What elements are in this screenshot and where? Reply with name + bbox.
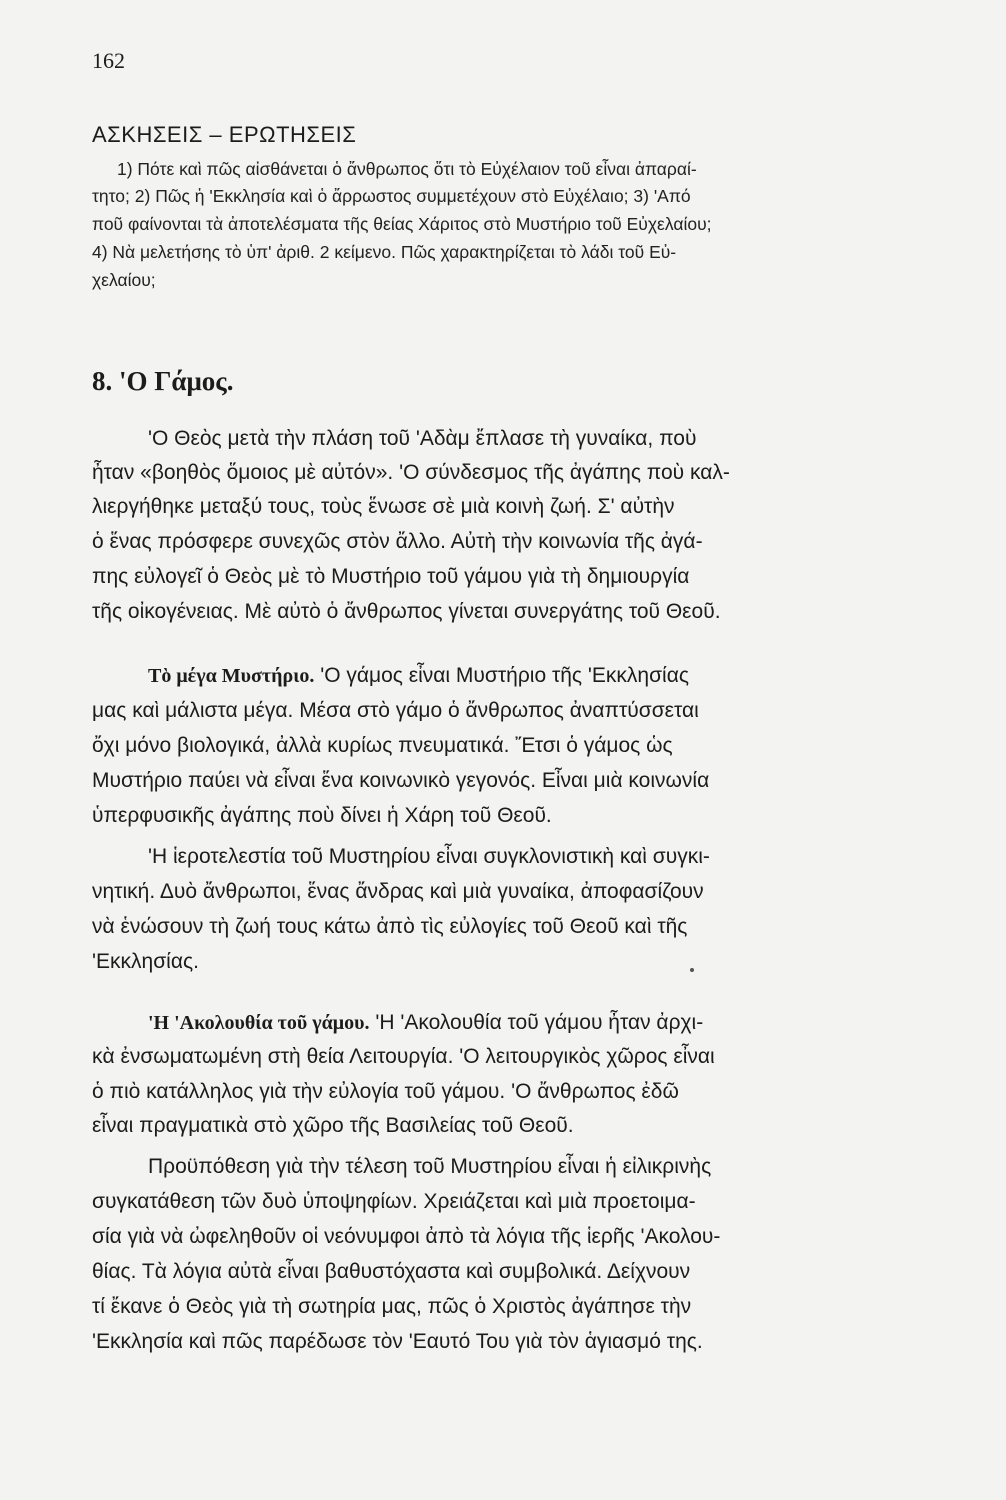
- mystery-subheading: Τὸ μέγα Μυστήριο.: [148, 665, 315, 687]
- akolouthia-subheading: 'Η 'Ακολουθία τοῦ γάμου.: [148, 1012, 370, 1034]
- paragraph-line: λιεργήθηκε μεταξύ τους, τοὺς ἕνωσε σὲ μιὰ κοινὴ ζωή. Σ' αὐτὴν: [92, 495, 675, 518]
- paragraph-line: [148, 664, 689, 688]
- paragraph-line: εἶναι πραγματικὰ στὸ χῶρο τῆς Βασιλείας τοῦ Θεοῦ.: [92, 1114, 574, 1137]
- exercise-line: 4) Νὰ μελετήσης τὸ ὑπ' ἀριθ. 2 κείμενο. Πῶς χαρακτηρίζεται τὸ λάδι τοῦ Εὐ-: [92, 242, 677, 262]
- paragraph-line: 'Ο Θεὸς μετὰ τὴν πλάση τοῦ 'Αδὰμ ἔπλασε τὴ γυναίκα, ποὺ: [148, 427, 697, 450]
- paragraph-line: Μυστήριο παύει νὰ εἶναι ἕνα κοινωνικὸ γεγονός. Εἶναι μιὰ κοινωνία: [92, 769, 710, 792]
- paragraph-line: πης εὐλογεῖ ὁ Θεὸς μὲ τὸ Μυστήριο τοῦ γάμου γιὰ τὴ δημιουργία: [92, 565, 690, 588]
- paragraph-line: ὁ πιὸ κατάλληλος γιὰ τὴν εὐλογία τοῦ γάμου. 'Ο ἄνθρωπος ἐδῶ: [92, 1080, 679, 1103]
- paragraph-line: θίας. Τὰ λόγια αὐτὰ εἶναι βαθυστόχαστα καὶ συμβολικά. Δείχνουν: [92, 1260, 691, 1283]
- paragraph-line: [148, 1011, 703, 1035]
- exercise-line: 1) Πότε καὶ πῶς αἰσθάνεται ὁ ἄνθρωπος ὅτι τὸ Εὐχέλαιον τοῦ εἶναι ἀπαραί-: [117, 159, 697, 179]
- paragraph-text: 'Ο γάμος εἶναι Μυστήριο τῆς 'Εκκλησίας: [320, 664, 689, 687]
- paragraph-text: 'Η 'Ακολουθία τοῦ γάμου ἦταν ἀρχι-: [375, 1011, 704, 1034]
- paragraph-line: ὄχι μόνο βιολογικά, ἀλλὰ κυρίως πνευματικά. Ἔτσι ὁ γάμος ὡς: [92, 734, 673, 757]
- paragraph-line: ἦταν «βοηθὸς ὅμοιος μὲ αὐτόν». 'Ο σύνδεσμος τῆς ἀγάπης ποὺ καλ-: [92, 461, 730, 484]
- exercise-line: χελαίου;: [92, 270, 156, 290]
- paragraph-line: σία γιὰ νὰ ὠφεληθοῦν οἱ νεόνυμφοι ἀπὸ τὰ λόγια τῆς ἱερῆς 'Ακολου-: [92, 1225, 721, 1248]
- paragraph-line: 'Εκκλησίας.: [92, 950, 199, 973]
- paragraph-line: μας καὶ μάλιστα μέγα. Μέσα στὸ γάμο ὁ ἄνθρωπος ἀναπτύσσεται: [92, 699, 699, 722]
- paragraph-line: 'Εκκλησία καὶ πῶς παρέδωσε τὸν 'Εαυτό Του γιὰ τὸν ἁγιασμό της.: [92, 1330, 703, 1353]
- paragraph-line: 'Η ἱεροτελεστία τοῦ Μυστηρίου εἶναι συγκλονιστικὴ καὶ συγκι-: [148, 845, 710, 868]
- ink-speck: [690, 968, 694, 972]
- page-number: 162: [92, 48, 125, 73]
- paragraph-line: τῆς οἰκογένειας. Μὲ αὐτὸ ὁ ἄνθρωπος γίνεται συνεργάτης τοῦ Θεοῦ.: [92, 600, 721, 623]
- paragraph-line: τί ἔκανε ὁ Θεὸς γιὰ τὴ σωτηρία μας, πῶς ὁ Χριστὸς ἀγάπησε τὴν: [92, 1295, 692, 1318]
- exercise-line: τητο; 2) Πῶς ἡ 'Εκκλησία καὶ ὁ ἄρρωστος συμμετέχουν στὸ Εὐχέλαιο; 3) 'Από: [92, 186, 691, 206]
- exercises-heading: ΑΣΚΗΣΕΙΣ – ΕΡΩΤΗΣΕΙΣ: [92, 122, 357, 147]
- paragraph-line: κὰ ἐνσωματωμένη στὴ θεία Λειτουργία. 'Ο λειτουργικὸς χῶρος εἶναι: [92, 1045, 715, 1068]
- paragraph-line: ὑπερφυσικῆς ἀγάπης ποὺ δίνει ἡ Χάρη τοῦ Θεοῦ.: [92, 804, 552, 827]
- section-heading: 8. 'Ο Γάμος.: [92, 366, 234, 396]
- paragraph-line: Προϋπόθεση γιὰ τὴν τέλεση τοῦ Μυστηρίου εἶναι ἡ εἰλικρινὴς: [148, 1155, 712, 1178]
- exercise-line: ποῦ φαίνονται τὰ ἀποτελέσματα τῆς θείας Χάριτος στὸ Μυστήριο τοῦ Εὐχελαίου;: [92, 214, 712, 234]
- paragraph-line: ὁ ἕνας πρόσφερε συνεχῶς στὸν ἄλλο. Αὐτὴ τὴν κοινωνία τῆς ἀγά-: [92, 530, 703, 553]
- paragraph-line: συγκατάθεση τῶν δυὸ ὑποψηφίων. Χρειάζεται καὶ μιὰ προετοιμα-: [92, 1190, 696, 1213]
- paragraph-line: νὰ ἑνώσουν τὴ ζωή τους κάτω ἀπὸ τὶς εὐλογίες τοῦ Θεοῦ καὶ τῆς: [92, 915, 688, 938]
- paragraph-line: νητική. Δυὸ ἄνθρωποι, ἕνας ἄνδρας καὶ μιὰ γυναίκα, ἀποφασίζουν: [92, 880, 704, 903]
